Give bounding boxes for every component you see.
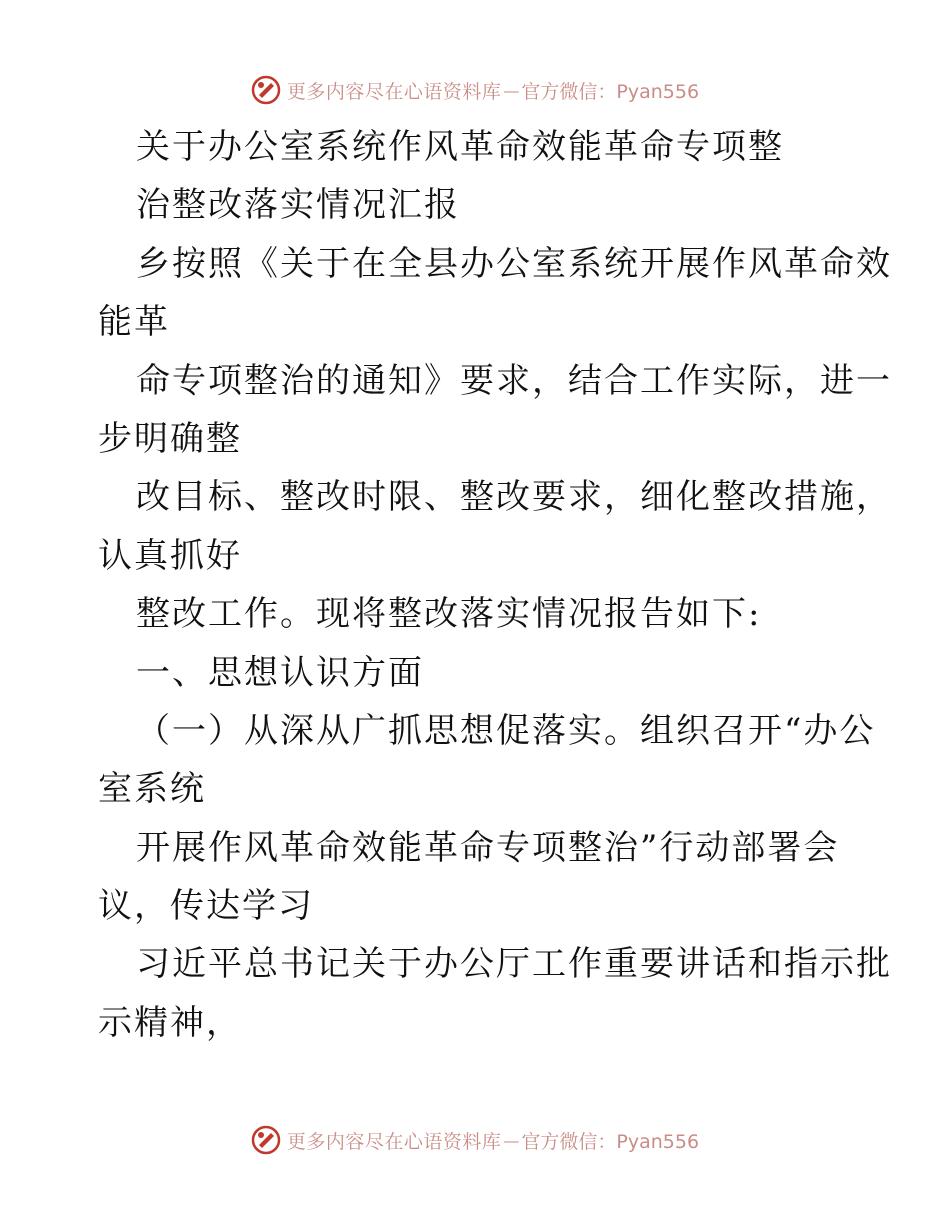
watermark-text: 更多内容尽在心语资料库: [286, 1130, 502, 1153]
paragraph-line: 整改工作。现将整改落实情况报告如下:: [136, 594, 762, 635]
watermark-text: 更多内容尽在心语资料库: [286, 80, 502, 103]
paragraph-line: 议，传达学习: [98, 886, 314, 927]
paragraph-line: 能革: [98, 302, 170, 343]
watermark-separator: —: [503, 1130, 520, 1150]
paragraph-line: 改目标、整改时限、整改要求，细化整改措施，: [136, 477, 892, 518]
paragraph-line: 室系统: [98, 769, 206, 810]
watermark-contact: 官方微信：Pyan556: [521, 1130, 700, 1153]
document-body: [98, 118, 892, 1052]
paragraph-line: 命专项整治的通知》要求，结合工作实际，进一: [136, 360, 892, 401]
paragraph-line: 开展作风革命效能革命专项整治”行动部署会: [136, 827, 840, 868]
seal-logo-icon: [251, 1125, 281, 1155]
title-line-2: 治整改落实情况汇报: [136, 185, 460, 226]
paragraph-line: 习近平总书记关于办公厅工作重要讲话和指示批: [136, 944, 892, 985]
footer-watermark: [0, 1122, 950, 1158]
seal-logo-icon: [251, 75, 281, 105]
paragraph-line: 乡按照《关于在全县办公室系统开展作风革命效: [136, 243, 892, 284]
paragraph-line: （一）从深从广抓思想促落实。组织召开“办公: [136, 710, 876, 751]
paragraph-line: 示精神，: [98, 1002, 242, 1043]
watermark-contact: 官方微信：Pyan556: [521, 80, 700, 103]
title-line-1: 关于办公室系统作风革命效能革命专项整: [136, 127, 784, 167]
paragraph-line: 步明确整: [98, 418, 242, 459]
header-watermark: [0, 72, 950, 108]
watermark-separator: —: [503, 80, 520, 100]
paragraph-line: 认真抓好: [98, 535, 242, 576]
section-heading: 一、思想认识方面: [136, 652, 424, 693]
